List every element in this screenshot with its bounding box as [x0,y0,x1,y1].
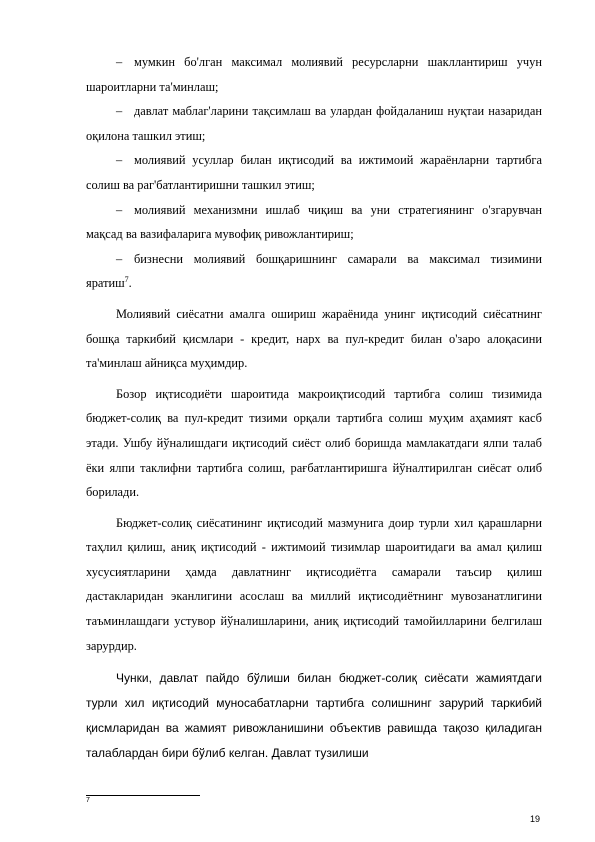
footnote-mark: 7 [86,797,90,804]
paragraph: Бюджет-солиқ сиёсатининг иқтисодий мазмунига доир турли хил қарашларни таҳлил қилиш, аниқ иқтисодий - ижтимоий тизимлар шароитидаги ва амал қилиш хусусиятларини ҳамда давлатнинг иқтисодиётга самарали таъсир қилиш дастакларидан эканлигини асослаш ва миллий иқтисодиётнинг мувозанатлигини таъминлашдаги устувор йўналишларини, аниқ иқтисодий тамойилларини белгилаш зарурдир. [86,515,542,653]
paragraph: Бозор иқтисодиёти шароитида макроиқтисодий тартибга солиш тизимида бюджет-солиқ ва пул-кредит тизими орқали тартибга солиш муҳим аҳамият касб этади. Ушбу йўналишдаги иқтисодий сиёст олиб боришда мамлакатдаги ялпи талаб ёки ялпи таклифни тартибга солиш, рағбатлантиришга йўналтирилган сиёсат олиб борилади. [86,386,542,500]
paragraph: Молиявий сиёсатни амалга ошириш жараёнида унинг иқтисодий сиёсатнинг бошқа таркибий қисмлари - кредит, нарх ва пул-кредит билан о'заро алоқасини та'минлаш айниқса муҳимдир. [86,306,542,371]
list-item-text-main: бизнесни молиявий бошқаришнинг самарали ва максимал тизимини яратиш [86,251,542,291]
list-item-text-end: . [128,276,132,291]
list-item-text: молиявий усуллар билан иқтисодий ва ижтимоий жараёнларни тартибга солиш ва раг'батлантиришни ташкил этиш; [86,153,542,192]
list-item [86,247,542,296]
footnote-reference[interactable]: 7 [124,275,129,285]
page-number: 19 [529,814,540,824]
list-dash: – [116,153,123,168]
list-item-text: мумкин бо'лган максимал молиявий ресурсларни шакллантириш учун шароитларни та'минлаш; [86,55,542,94]
paragraph: Чунки, давлат пайдо бўлиши билан бюджет-солиқ сиёсати жамиятдаги турли хил иқтисодий муносабатларни тартибга солишнинг зарурий таркибий қисмларидан ва жамият ривожланишини объектив равишда тақозо қиладиган талаблардан бири бўлиб келган. Давлат тузилиши [86,671,542,761]
list-dash: – [116,251,123,266]
list-item [86,198,542,247]
list-item [86,50,542,99]
list-item-text: молиявий механизмни ишлаб чиқиш ва уни стратегиянинг о'згарувчан мақсад ва вазифаларига мувофиқ ривожлантириш; [86,202,542,242]
list-item [86,148,542,197]
footnote-separator [86,795,200,796]
list-dash: – [116,104,123,119]
list-item-text [86,247,542,296]
list-dash: – [116,202,123,217]
document-body [86,50,542,766]
list-dash: – [116,55,123,69]
list-item-text: давлат маблаг'ларини тақсимлаш ва улардан фойдаланиш нуқтаи назаридан оқилона ташкил этиш; [86,104,542,143]
list-item [86,99,542,148]
